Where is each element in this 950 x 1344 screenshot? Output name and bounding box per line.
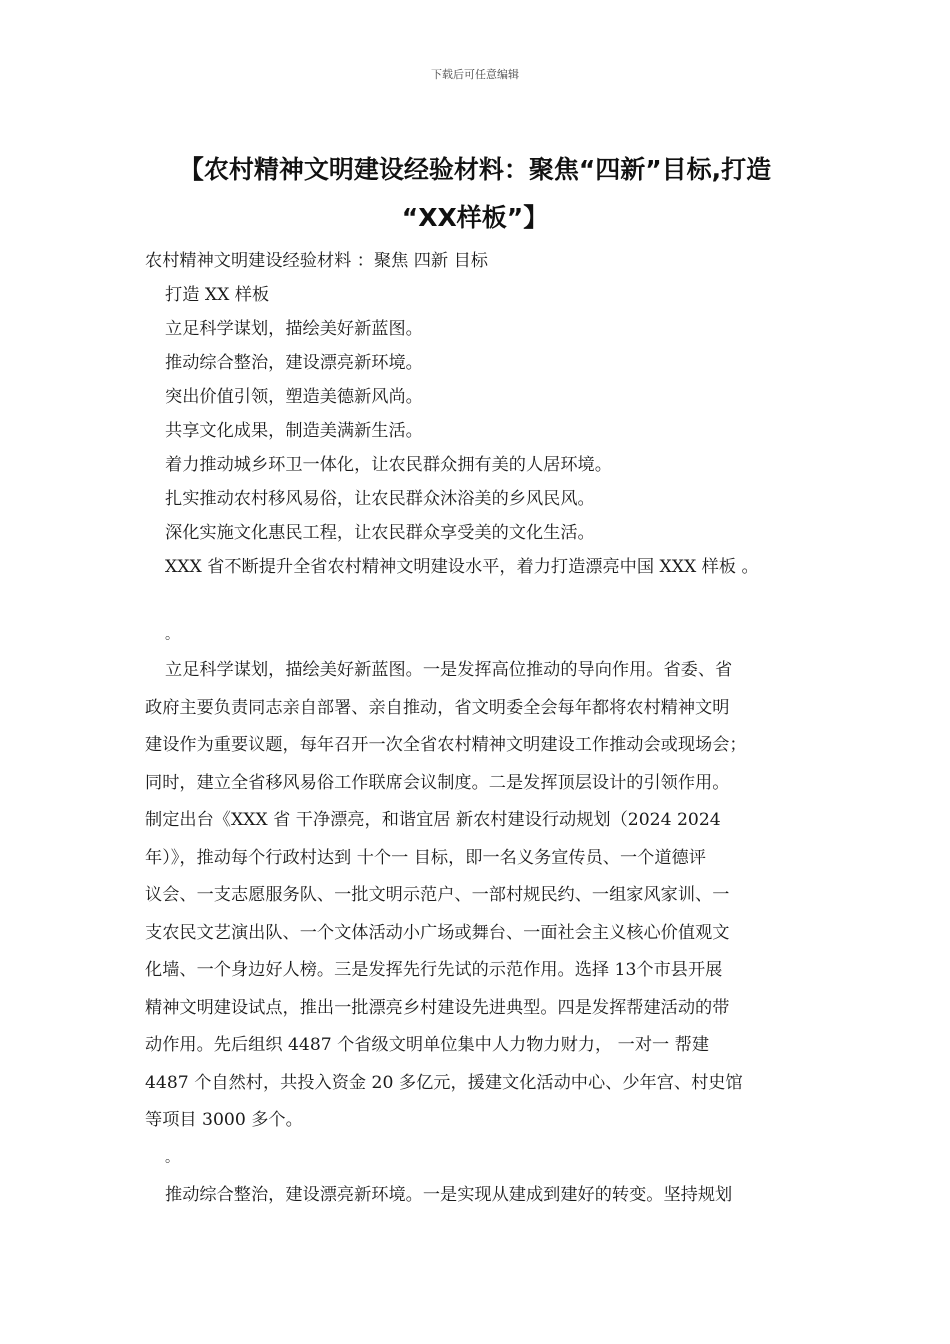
paragraph-line: 推动综合整治，建设漂亮新环境。一是实现从建成到建好的转变。坚持规划 — [165, 1185, 733, 1205]
document-body — [145, 244, 815, 1215]
paragraph-line: 立足科学谋划，描绘美好新蓝图。一是发挥高位推动的导向作用。省委、省 — [165, 660, 733, 680]
body-line: XXX 省不断提升全省农村精神文明建设水平，着力打造漂亮中国 XXX 样板 。 — [165, 557, 759, 577]
body-line: 深化实施文化惠民工程，让农民群众享受美的文化生活。 — [165, 523, 595, 543]
body-line: 打造 XX 样板 — [165, 285, 270, 305]
document-title — [120, 146, 830, 242]
paragraph-1 — [145, 652, 815, 1140]
body-line: 立足科学谋划，描绘美好新蓝图。 — [165, 319, 423, 339]
page-header-note: 下载后可任意编辑 — [431, 68, 519, 81]
body-line: 着力推动城乡环卫一体化，让农民群众拥有美的人居环境。 — [165, 455, 612, 475]
paragraph-line: 议会、一支志愿服务队、一批文明示范户、一部村规民约、一组家风家训、一 — [145, 885, 730, 905]
title-line-2: “XX样板”】 — [401, 203, 549, 232]
paragraph-line: 等项目 3000 多个。 — [145, 1110, 303, 1130]
paragraph-line: 建设作为重要议题，每年召开一次全省农村精神文明建设工作推动会或现场会； — [145, 735, 747, 755]
paragraph-line: 同时，建立全省移风易俗工作联席会议制度。二是发挥顶层设计的引领作用。 — [145, 772, 730, 793]
paragraph-line: 支农民文艺演出队、一个文体活动小广场或舞台、一面社会主义核心价值观文 — [145, 922, 730, 943]
paragraph-line: 政府主要负责同志亲自部署、亲自推动，省文明委全会每年都将农村精神文明 — [145, 697, 730, 718]
paragraph-line: 年）》，推动每个行政村达到 十个一 目标，即一名义务宣传员、一个道德评 — [145, 847, 706, 868]
body-line: 突出价值引领，塑造美德新风尚。 — [165, 387, 423, 407]
paragraph-line: 精神文明建设试点，推出一批漂亮乡村建设先进典型。四是发挥帮建活动的带 — [145, 997, 730, 1018]
separator-mark: 。 — [165, 627, 179, 643]
title-line-1: 【农村精神文明建设经验材料：聚焦“四新”目标,打造 — [178, 155, 772, 184]
separator-mark: 。 — [165, 1149, 179, 1166]
paragraph-line: 4487 个自然村，共投入资金 20 多亿元，援建文化活动中心、少年宫、村史馆 — [145, 1072, 743, 1093]
body-line: 推动综合整治，建设漂亮新环境。 — [165, 353, 423, 373]
paragraph-line: 动作用。先后组织 4487 个省级文明单位集中人力物力财力， 一对一 帮建 — [145, 1035, 710, 1055]
paragraph-2 — [145, 1177, 815, 1215]
body-line-subtitle: 农村精神文明建设经验材料 ：聚焦 四新 目标 — [145, 251, 488, 271]
paragraph-line: 化墙、一个身边好人榜。三是发挥先行先试的示范作用。选择 13个市县开展 — [145, 960, 723, 980]
body-line: 扎实推动农村移风易俗，让农民群众沐浴美的乡风民风。 — [165, 489, 595, 509]
paragraph-line: 制定出台《XXX 省 干净漂亮，和谐宜居 新农村建设行动规划（2024 2024 — [145, 810, 721, 830]
body-line: 共享文化成果，制造美满新生活。 — [165, 421, 423, 441]
